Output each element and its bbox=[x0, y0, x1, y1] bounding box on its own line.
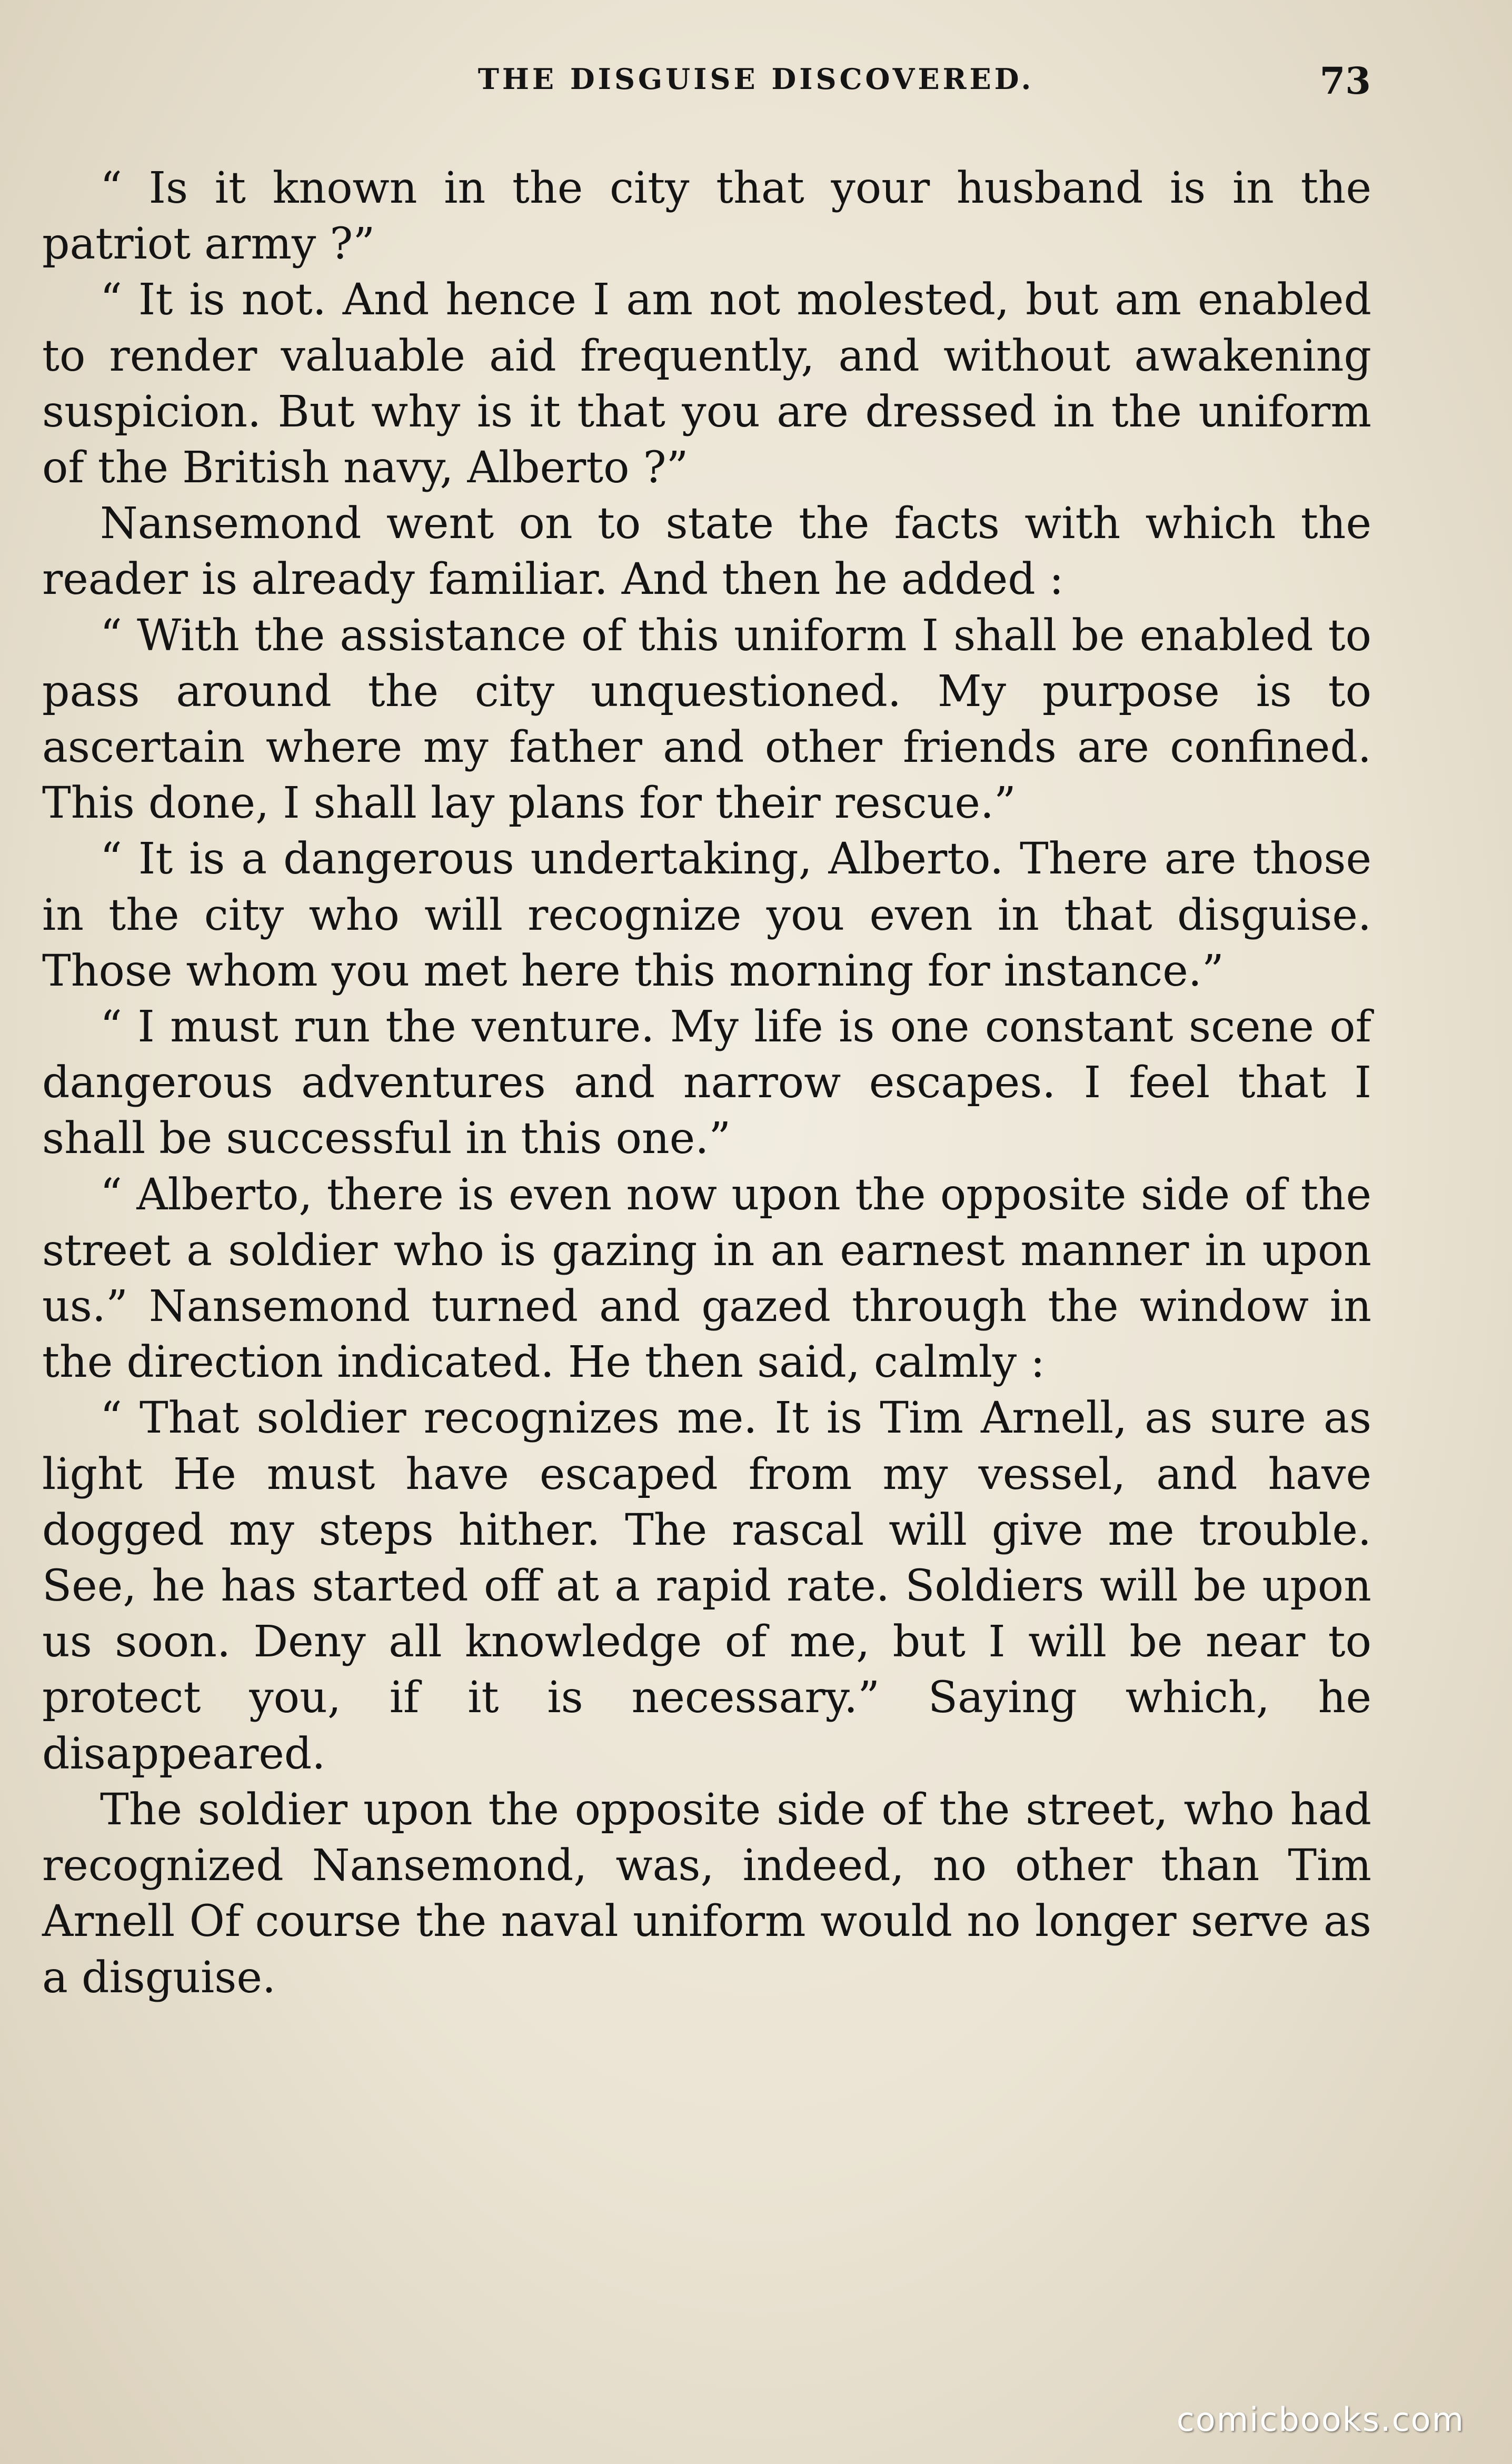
paragraph: “ It is a dangerous undertaking, Alberto. There are those in the city who will recognize you even in that disguise. Those whom you met here this morning for instance.” bbox=[42, 834, 1371, 996]
paragraph: “ It is not. And hence I am not molested, but am enabled to render valuable aid frequently, and without awakening suspicion. But why is it that you are dressed in the uniform of the British navy, Alberto ?” bbox=[42, 275, 1371, 493]
page-number: 73 bbox=[1319, 59, 1371, 103]
paragraph: The soldier upon the opposite side of the street, who had recognized Nansemond, was, indeed, no other than Tim Arnell Of course the naval uniform would no longer serve as a disguise. bbox=[42, 1784, 1371, 2003]
body-text bbox=[42, 161, 1371, 2006]
page-header bbox=[0, 59, 1512, 115]
running-head: THE DISGUISE DISCOVERED. bbox=[478, 62, 1034, 96]
paragraph: “ With the assistance of this uniform I shall be enabled to pass around the city unquestioned. My purpose is to ascertain where my father and other friends are confined. This done, I shall lay plans for their rescue.” bbox=[42, 610, 1371, 829]
watermark: comicbooks.com bbox=[1176, 2400, 1465, 2439]
paragraph: “ Alberto, there is even now upon the opposite side of the street a soldier who is gazing in an earnest manner in upon us.” Nansemond turned and gazed through the window in the direction indicated. He then said, calmly : bbox=[42, 1169, 1371, 1388]
paragraph: “ I must run the venture. My life is one constant scene of dangerous adventures and narrow escapes. I feel that I shall be successful in this one.” bbox=[42, 1002, 1371, 1164]
paragraph: Nansemond went on to state the facts with which the reader is already familiar. And then he added : bbox=[42, 499, 1371, 605]
paragraph: “ That soldier recognizes me. It is Tim Arnell, as sure as light He must have escaped from my vessel, and have dogged my steps hither. The rascal will give me trouble. See, he has started off at a rapid rate. Soldiers will be upon us soon. Deny all knowledge of me, but I will be near to protect you, if it is necessary.” Saying which, he disappeared. bbox=[42, 1393, 1371, 1779]
paragraph: “ Is it known in the city that your husband is in the patriot army ?” bbox=[42, 163, 1371, 270]
